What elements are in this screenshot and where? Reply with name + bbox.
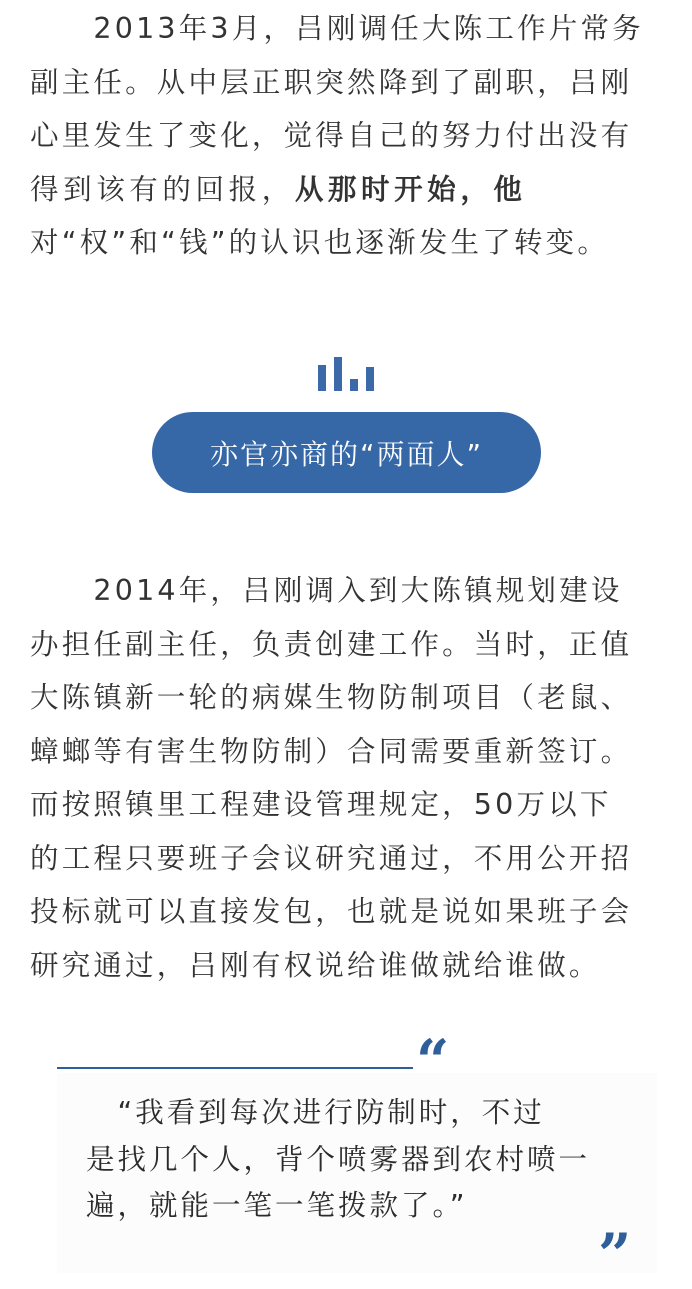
paragraph-2-line: 投标就可以直接发包，也就是说如果班子会 [30, 895, 633, 928]
quote-line: 是找几个人，背个喷雾器到农村喷一 [86, 1142, 591, 1176]
quote-line: “我看到每次进行防制时，不过 [86, 1096, 545, 1129]
paragraph-2-line: 办担任副主任，负责创建工作。当时，正值 [30, 627, 633, 661]
paragraph-2-line: 大陈镇新一轮的病媒生物防制项目（老鼠、 [30, 681, 633, 714]
paragraph-2-line: 研究通过，吕刚有权说给谁做就给谁做。 [30, 948, 601, 982]
quote-line: 遍，就能一笔一笔拨款了。” [86, 1189, 468, 1222]
paragraph-2-line: 而按照镇里工程建设管理规定，50万以下 [30, 788, 612, 821]
paragraph-1-line: 心里发生了变化，觉得自己的努力付出没有 [30, 119, 633, 152]
paragraph-2-line: 2014年，吕刚调入到大陈镇规划建设 [30, 574, 623, 607]
paragraph-2 [30, 564, 662, 992]
paragraph-1-line-bold: 从那时开始，他 [294, 172, 527, 206]
paragraph-1-line: 对“权”和“钱”的认识也逐渐发生了转变。 [30, 226, 610, 259]
quote-divider [57, 1067, 413, 1069]
paragraph-2-line: 的工程只要班子会议研究通过，不用公开招 [30, 841, 633, 875]
open-quote-icon: “ [416, 1027, 450, 1095]
paragraph-2-line: 蟑螂等有害生物防制）合同需要重新签订。 [30, 734, 633, 768]
section-title: 亦官亦商的“两面人” [152, 412, 541, 493]
bar-chart-icon [318, 351, 376, 391]
paragraph-1-line: 副主任。从中层正职突然降到了副职，吕刚 [30, 65, 633, 99]
paragraph-1-line-plain: 得到该有的回报， [30, 172, 295, 206]
close-quote-icon: ” [598, 1221, 632, 1289]
pull-quote [86, 1090, 626, 1230]
paragraph-1-line [30, 163, 662, 217]
paragraph-1 [30, 2, 662, 270]
paragraph-1-line: 2013年3月，吕刚调任大陈工作片常务 [30, 12, 644, 45]
